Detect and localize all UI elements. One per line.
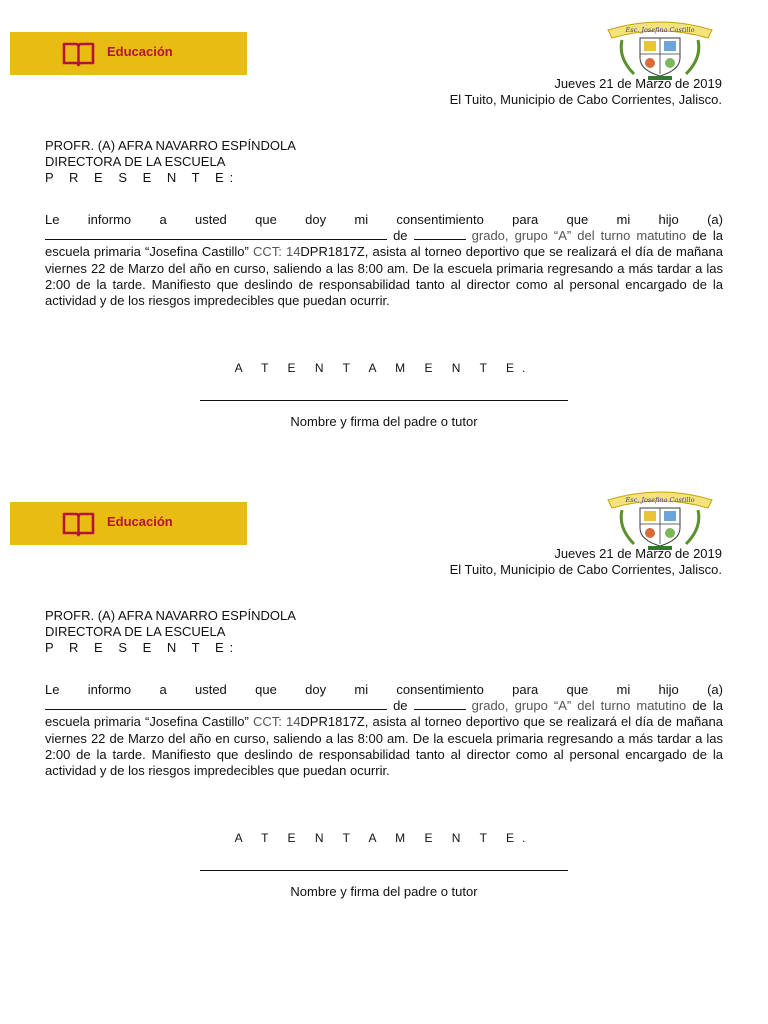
closing: A T E N T A M E N T E. — [234, 361, 534, 375]
para-de: de — [393, 698, 408, 714]
letter-place: El Tuito, Municipio de Cabo Corrientes, Jalisco. — [449, 562, 722, 577]
signature-caption: Nombre y firma del padre o tutor — [290, 414, 478, 429]
signature-line[interactable] — [200, 400, 568, 401]
para-school: de la escuela primaria “Josefina Castillo” — [45, 698, 723, 730]
educacion-banner — [10, 502, 247, 545]
grade-blank[interactable] — [414, 229, 466, 240]
para-cct: CCT: 14 — [252, 714, 301, 730]
presente-line: P R E S E N T E: — [45, 170, 240, 185]
para-rest: , asista al torneo deportivo que se realizará el día de mañana viernes 22 de Marzo del año en curso, saliendo a las 8:00 am. De la escuela primaria regresando a más tardar a las 2:00 de la tarde. Manifiesto que deslindo de responsabilidad tanto al director como al personal encargado de la actividad y de los riesgos impredecibles que puedan ocurrir. — [45, 244, 723, 309]
school-seal-icon — [604, 488, 716, 550]
para-school: de la escuela primaria “Josefina Castillo” — [45, 228, 723, 260]
banner-label: Educación — [107, 44, 173, 59]
para-start: Le informo a usted que doy mi consentimiento para que mi hijo (a) — [45, 212, 723, 227]
consent-paragraph — [45, 212, 723, 309]
para-grado: grado, grupo “A” del turno matutino — [471, 228, 687, 244]
closing: A T E N T A M E N T E. — [234, 831, 534, 845]
child-name-blank[interactable] — [45, 699, 387, 710]
seal-text: Esc. Josefina Castillo — [625, 26, 695, 34]
grade-blank[interactable] — [414, 699, 466, 710]
permission-slip-1 — [0, 0, 768, 470]
child-name-blank[interactable] — [45, 229, 387, 240]
presente-line: P R E S E N T E: — [45, 640, 240, 655]
para-de: de — [393, 228, 408, 244]
para-grado: grado, grupo “A” del turno matutino — [471, 698, 687, 714]
signature-caption: Nombre y firma del padre o tutor — [290, 884, 478, 899]
consent-paragraph — [45, 682, 723, 779]
recipient-name: PROFR. (A) AFRA NAVARRO ESPÍNDOLA — [45, 608, 296, 623]
permission-slip-2 — [0, 470, 768, 940]
banner-label: Educación — [107, 514, 173, 529]
seal-text: Esc. Josefina Castillo — [625, 496, 695, 504]
recipient-role: DIRECTORA DE LA ESCUELA — [45, 154, 226, 169]
para-cct-code: DPR1817Z — [300, 714, 365, 730]
recipient-role: DIRECTORA DE LA ESCUELA — [45, 624, 226, 639]
open-book-icon — [62, 41, 95, 67]
recipient-name: PROFR. (A) AFRA NAVARRO ESPÍNDOLA — [45, 138, 296, 153]
open-book-icon — [62, 511, 95, 537]
signature-line[interactable] — [200, 870, 568, 871]
para-start: Le informo a usted que doy mi consentimiento para que mi hijo (a) — [45, 682, 723, 697]
letter-place: El Tuito, Municipio de Cabo Corrientes, Jalisco. — [449, 92, 722, 107]
educacion-banner — [10, 32, 247, 75]
letter-date: Jueves 21 de Marzo de 2019 — [554, 76, 722, 91]
para-rest: , asista al torneo deportivo que se realizará el día de mañana viernes 22 de Marzo del año en curso, saliendo a las 8:00 am. De la escuela primaria regresando a más tardar a las 2:00 de la tarde. Manifiesto que deslindo de responsabilidad tanto al director como al personal encargado de la actividad y de los riesgos impredecibles que puedan ocurrir. — [45, 714, 723, 779]
school-seal-icon — [604, 18, 716, 80]
para-cct-code: DPR1817Z — [300, 244, 365, 260]
letter-date: Jueves 21 de Marzo de 2019 — [554, 546, 722, 561]
para-cct: CCT: 14 — [252, 244, 301, 260]
